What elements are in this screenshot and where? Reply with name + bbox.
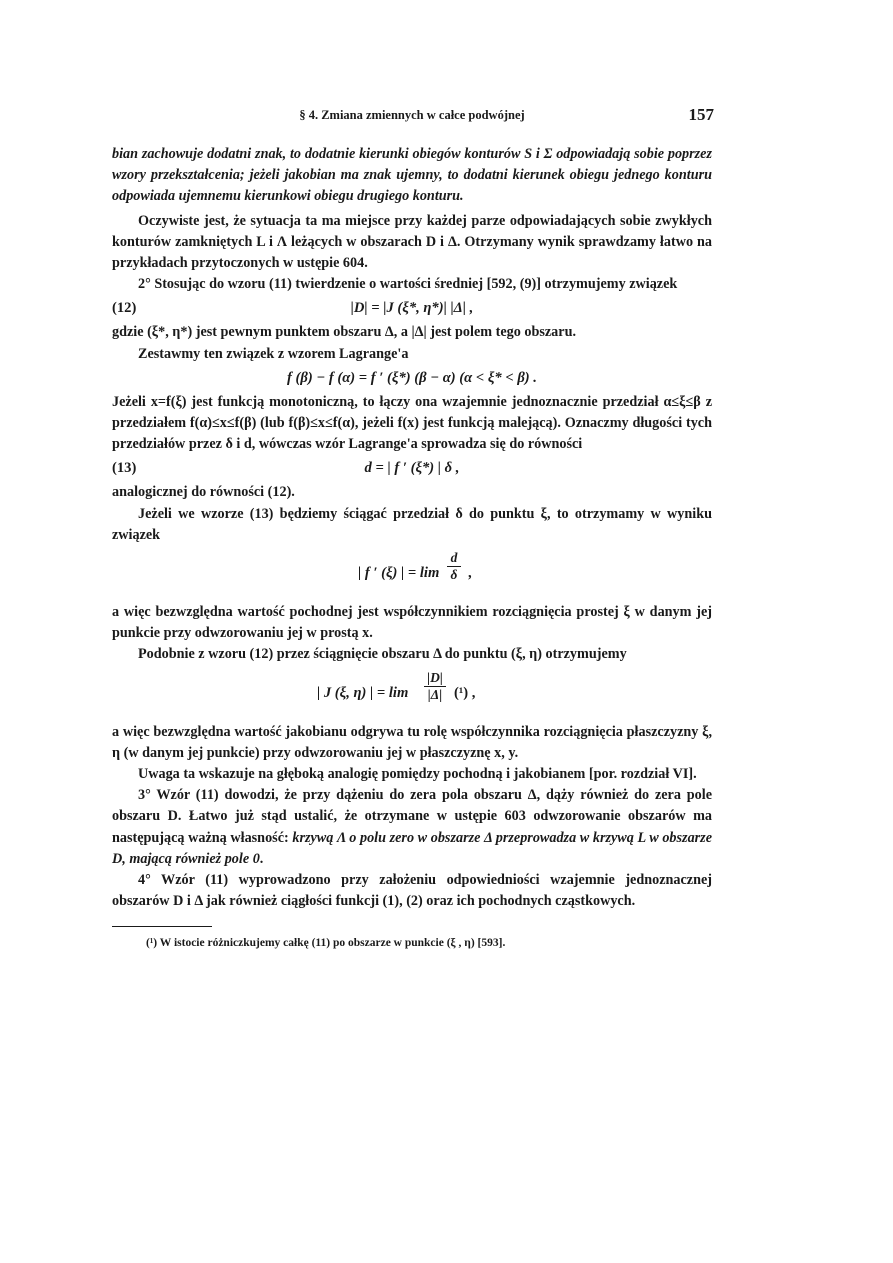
footnote [112,935,712,951]
footnote-text: W istocie różniczkujemy całkę (11) po obszarze w punkcie (ξ , η) [593]. [159,937,506,950]
paragraph-13-end: . [259,850,264,867]
paragraph-6: Jeżeli x=f(ξ) jest funkcją monotoniczną, to łączy ona wzajemnie jednoznacznie przedział α≤ξ≤β z przedziałem f(α)≤x≤f(β) (lub f(β)≤x≤f(α), jeżeli f(x) jest funkcją malejącą). Oznaczmy długości tych przedziałów przez δ i d, wówczas wzór Lagrange'a sprowadza się do równości [112,393,712,453]
page-number: 157 [688,105,714,124]
paragraph-3: 2° Stosując do wzoru (11) twierdzenie o wartości średniej [592, (9)] otrzymujemy związek [138,276,678,293]
footnote-marker: (¹) [146,937,158,950]
paragraph-1: bian zachowuje dodatni znak, to dodatnie kierunki obiegów konturów S i Σ odpowiadają sobie poprzez wzory przekształcenia; jeżeli jakobian ma znak ujemny, to dodatni kierunek obiegu jednego konturu odpowiada ujemnemu kierunkowi obiegu drugiego konturu. [112,146,712,205]
paragraph-7: analogicznej do równości (12). [112,484,295,501]
equation-number: (12) [112,300,137,317]
paragraph-13-text: 3° Wzór (11) dowodzi, że przy dążeniu do zera pola obszaru Δ, dąży również do zera pole obszaru D. Łatwo już stąd ustalić, że otrzymane w ustępie 603 odwzorowanie obszarów ma następującą ważną własność: [112,787,712,846]
denominator: |Δ| [427,686,443,702]
equation-body: d = | f ′ (ξ*) | δ , [364,460,460,477]
numerator: d [450,550,458,566]
equation-13 [112,455,712,482]
equation-jacobian-limit [112,666,712,722]
section-title: § 4. Zmiana zmiennych w całce podwójnej [299,108,525,122]
denominator: δ [450,567,458,583]
footnote-divider [112,926,212,927]
running-head [112,96,712,124]
equation-body: f (β) − f (α) = f ′ (ξ*) (β − α) (α < ξ* < β) . [287,369,537,386]
book-page [112,96,712,951]
fraction [423,670,447,703]
equation-tail: , [468,565,472,582]
paragraph-2: Oczywiste jest, że sytuacja ta ma miejsce przy każdej parze odpowiadających sobie zwykłych konturów zamkniętych L i Λ leżących w obszarach D i Δ. Otrzymany wynik sprawdzamy łatwo na przykładach przytoczonych w ustępie 604. [112,212,712,272]
equation-derivative-limit [112,546,712,602]
paragraph-10: Podobnie z wzoru (12) przez ściągnięcie obszaru Δ do punktu (ξ, η) otrzymujemy [138,646,627,663]
paragraph-5: Zestawmy ten związek z wzorem Lagrange'a [138,345,409,362]
equation-tail: (¹) , [454,684,476,701]
equation-number: (13) [112,460,137,477]
numerator: |D| [427,669,443,685]
paragraph-13-italic: krzywą Λ o polu zero w obszarze Δ przeprowadza w krzywą L w obszarze D, mającą również pole 0 [112,829,712,867]
equation-body: |D| = |J (ξ*, η*)| |Δ| , [350,300,474,317]
equation-lhs: | J (ξ, η) | = lim [317,684,409,701]
fraction [446,550,462,583]
paragraph-4: gdzie (ξ*, η*) jest pewnym punktem obszaru Δ, a |Δ| jest polem tego obszaru. [112,324,577,341]
paragraph-12: Uwaga ta wskazuje na głęboką analogię pomiędzy pochodną i jakobianem [por. rozdział VI]. [138,766,697,783]
paragraph-13 [112,785,712,870]
equation-lagrange [112,365,712,392]
paragraph-8: Jeżeli we wzorze (13) będziemy ściągać przedział δ do punktu ξ, to otrzymamy w wyniku związek [112,505,712,543]
equation-12 [112,295,712,322]
equation-lhs: | f ′ (ξ) | = lim [358,565,440,582]
paragraph-9: a więc bezwzględna wartość pochodnej jest współczynnikiem rozciągnięcia prostej ξ w danym jej punkcie przy odwzorowaniu jej w prostą x. [112,604,712,642]
paragraph-14: 4° Wzór (11) wyprowadzono przy założeniu odpowiedniości wzajemnie jednoznacznej obszarów D i Δ jak również ciągłości funkcji (1), (2) oraz ich pochodnych cząstkowych. [112,872,712,910]
paragraph-11: a więc bezwzględna wartość jakobianu odgrywa tu rolę współczynnika rozciągnięcia płaszczyzny ξ, η (w danym jej punkcie) przy odwzorowaniu jej w płaszczyznę x, y. [112,723,712,761]
